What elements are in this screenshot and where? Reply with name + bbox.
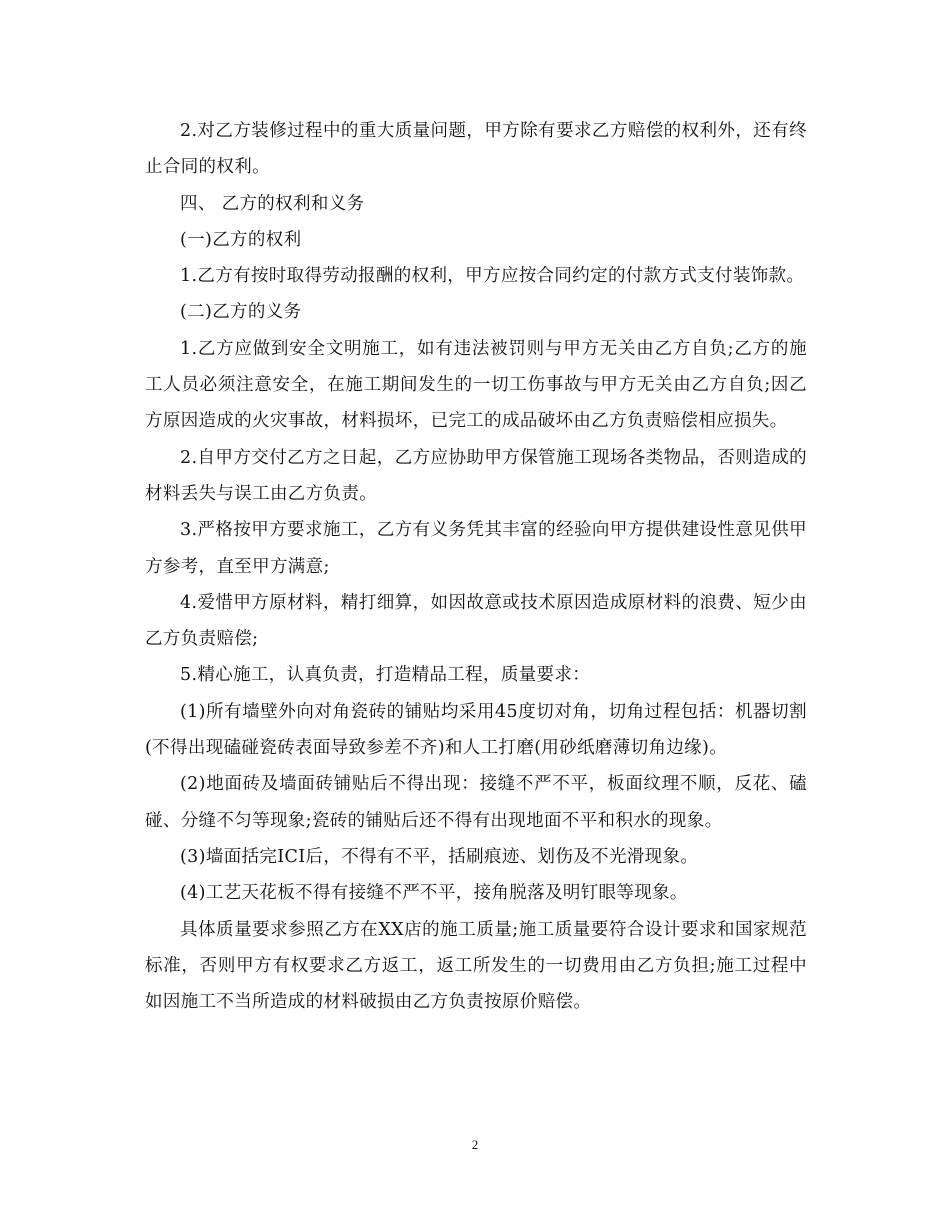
- subheading-party-b-rights: (一)乙方的权利: [180, 229, 302, 250]
- paragraph-quality-item-1: (1)所有墙壁外向对角瓷砖的铺贴均采用45度切对角，切角过程包括：机器切割(不得出现磕碰瓷砖表面导致参差不齐)和人工打磨(用砂纸磨薄切角边缘)。: [145, 701, 807, 759]
- paragraph-payment-right: 1.乙方有按时取得劳动报酬的权利，甲方应按合同约定的付款方式支付装饰款。: [180, 266, 805, 287]
- paragraph-quality-item-3: (3)墙面括完ICI后，不得有不平，括刷痕迹、划伤及不光滑现象。: [180, 846, 699, 867]
- paragraph-quality-heading: 5.精心施工，认真负责，打造精品工程，质量要求：: [180, 665, 591, 686]
- paragraph-quality-item-4: (4)工艺天花板不得有接缝不严不平，接角脱落及明钉眼等现象。: [180, 883, 688, 904]
- section-heading-party-b-rights-obligations: 四、 乙方的权利和义务: [180, 193, 365, 214]
- paragraph-termination-right: 2.对乙方装修过程中的重大质量问题，甲方除有要求乙方赔偿的权利外，还有终止合同的权利。: [145, 121, 807, 178]
- subheading-party-b-obligations: (二)乙方的义务: [180, 302, 302, 323]
- paragraph-custody-obligation: 2.自甲方交付乙方之日起，乙方应协助甲方保管施工现场各类物品，否则造成的材料丢失与误工由乙方负责。: [145, 447, 807, 504]
- paragraph-quality-item-2: (2)地面砖及墙面砖铺贴后不得出现：接缝不严不平，板面纹理不顺，反花、磕碰、分缝不匀等现象;瓷砖的铺贴后还不得有出现地面不平和积水的现象。: [145, 774, 807, 831]
- document-body: [145, 113, 807, 1020]
- paragraph-material-obligation: 4.爱惜甲方原材料，精打细算，如因故意或技术原因造成原材料的浪费、短少由乙方负责赔偿;: [145, 592, 807, 650]
- paragraph-advice-obligation: 3.严格按甲方要求施工，乙方有义务凭其丰富的经验向甲方提供建设性意见供甲方参考，直至甲方满意;: [145, 520, 807, 577]
- page-number: 2: [471, 1137, 479, 1152]
- paragraph-quality-reference: 具体质量要求参照乙方在XX店的施工质量;施工质量要符合设计要求和国家规范标准，否则甲方有权要求乙方返工，返工所发生的一切费用由乙方负担;施工过程中如因施工不当所造成的材料破损由乙方负责按原价赔偿。: [145, 919, 807, 1013]
- paragraph-safety-obligation: 1.乙方应做到安全文明施工，如有违法被罚则与甲方无关由乙方自负;乙方的施工人员必须注意安全，在施工期间发生的一切工伤事故与甲方无关由乙方自负;因乙方原因造成的火灾事故，材料损坏，已完工的成品破坏由乙方负责赔偿相应损失。: [145, 338, 807, 432]
